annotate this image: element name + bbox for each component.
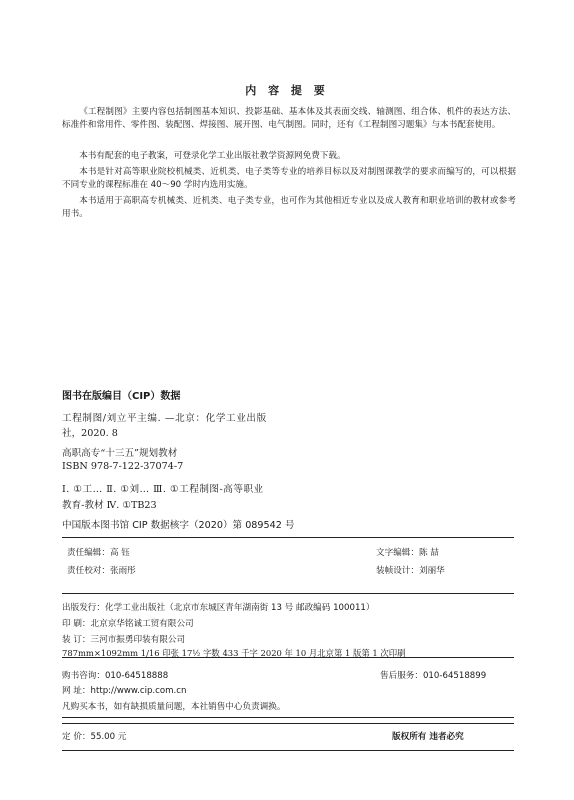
purchase-hotline: 购书咨询：010-64518888 — [62, 671, 169, 681]
publisher-line: 出版发行：化学工业出版社（北京市东城区青年湖南街 13 号 邮政编码 100011） — [62, 603, 375, 613]
summary-paragraph: 《工程制图》主要内容包括制图基本知识、投影基础、基本体及其表面交线、轴测图、组合体、机件的表达方法、标准件和常用件、零件图、装配图、焊接图、展开图、电气制图。同时，还有《工程制图习题集》与本书配套使用。 — [62, 107, 516, 130]
cip-line: 高职高专“十三五”规划教材 — [62, 448, 178, 459]
divider — [62, 657, 514, 658]
price-line: 定 价：55.00 元 — [62, 732, 127, 742]
website-line: 网 址：http://www.cip.com.cn — [62, 686, 187, 696]
credit-proofreader: 责任校对：张雨彤 — [67, 566, 136, 576]
credit-designer: 装帧设计：刘丽华 — [376, 566, 445, 576]
binder-line: 装 订：三河市振勇印装有限公司 — [62, 635, 186, 645]
cip-record-number: 中国版本图书馆 CIP 数据核字（2020）第 089542 号 — [62, 520, 295, 531]
summary-paragraph: 本书有配套的电子教案，可登录化学工业出版社教学资源网免费下载。 — [79, 151, 346, 161]
credit-editor: 责任编辑：高 钰 — [67, 548, 130, 558]
print-specs: 787mm×1092mm 1/16 印张 17½ 字数 433 千字 2020 年 10 月北京第 1 版第 1 次印刷 — [62, 648, 406, 658]
divider — [62, 593, 514, 594]
cip-line: 工程制图/刘立平主编. —北京：化学工业出版 — [62, 413, 267, 424]
divider — [62, 717, 514, 718]
summary-paragraph: 本书是针对高等职业院校机械类、近机类、电子类等专业的培养目标以及对制图课教学的要求而编写的，可以根据不同专业的课程标准在 40～90 学时内选用实施。 — [62, 167, 516, 190]
divider — [62, 750, 514, 751]
cip-line: 社，2020. 8 — [62, 428, 118, 439]
summary-paragraph: 本书适用于高职高专机械类、近机类、电子类专业，也可作为其他相近专业以及成人教育和职业培训的教材或参考用书。 — [62, 196, 516, 219]
credit-text-editor: 文字编辑：陈 喆 — [376, 548, 439, 558]
replacement-notice: 凡购买本书，如有缺损质量问题，本社销售中心负责调换。 — [62, 702, 286, 712]
cip-isbn: ISBN 978-7-122-37074-7 — [62, 461, 184, 472]
divider — [62, 723, 514, 724]
copyright-notice: 版权所有 违者必究 — [392, 732, 464, 742]
after-sales-hotline: 售后服务：010-64518899 — [380, 671, 487, 681]
divider — [62, 537, 514, 538]
printer-line: 印 刷：北京京华铭诚工贸有限公司 — [62, 619, 194, 629]
cip-line: Ⅰ. ①工… Ⅱ. ①刘… Ⅲ. ①工程制图-高等职业 — [62, 484, 264, 495]
cip-heading: 图书在版编目（CIP）数据 — [62, 391, 181, 402]
summary-title: 内 容 提 要 — [245, 84, 329, 97]
cip-line: 教育-教材 Ⅳ. ①TB23 — [62, 500, 157, 511]
